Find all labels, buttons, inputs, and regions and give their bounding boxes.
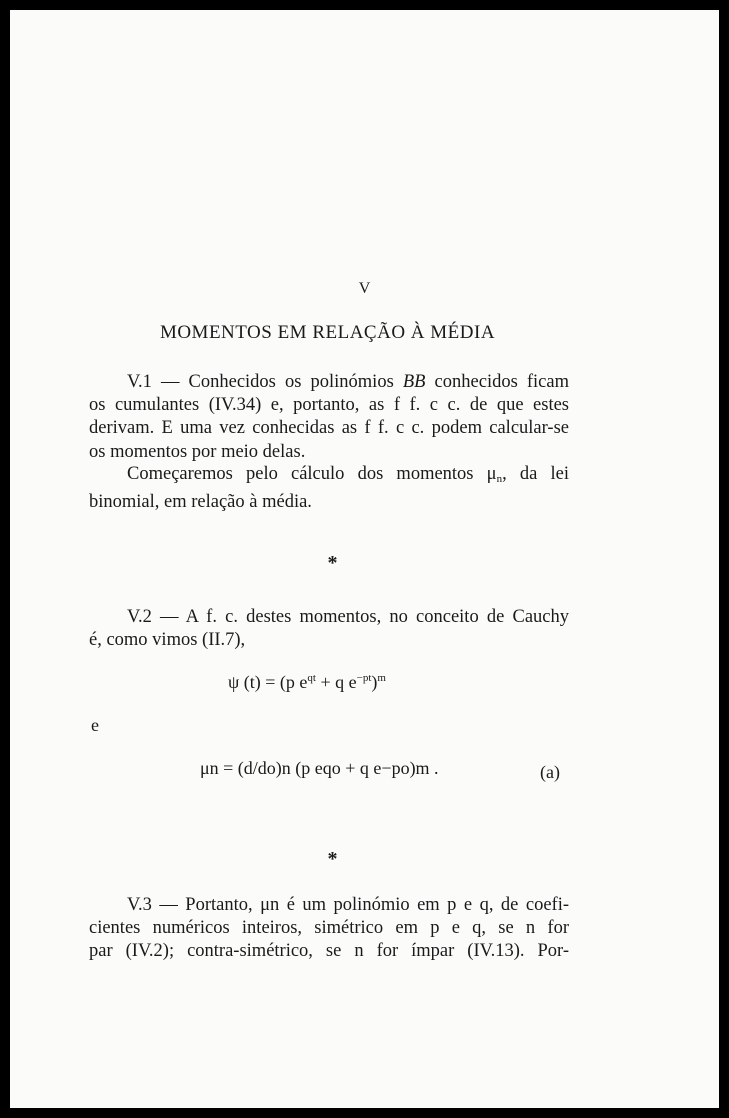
equation-moments [200, 738, 460, 808]
section-separator: * [327, 848, 338, 870]
text-line: V.3 — Portanto, μn é um polinómio em p e q, de coefi- [127, 895, 569, 915]
section-v1-paragraph [89, 371, 569, 464]
eq1-lhs: ψ (t) [228, 672, 261, 692]
text-line: é, como vimos (II.7), [89, 630, 246, 651]
text-line: V.2 — A f. c. destes momentos, no conceito de Cauchy [127, 607, 569, 627]
equation-characteristic-function: ψ (t) = (p $e^{qt} + q$ $e^{-pt})^m$ [228, 672, 386, 692]
book-page [10, 10, 719, 1108]
text-line: Começaremos pelo cálculo dos momentos $\mu_n$, da lei [127, 464, 569, 485]
text-line: derivam. E uma vez conhecidas as f f. c c. podem calcular-se [89, 418, 569, 439]
section-v1-paragraph-2 [89, 463, 569, 514]
equation-label: (a) [540, 762, 560, 782]
text-line: binomial, em relação à média. [89, 492, 312, 513]
equation-moments-svg [200, 738, 460, 808]
chapter-number: V [358, 280, 371, 297]
text-line: V.1 — Conhecidos os polinómios BB conhecidos ficam [127, 372, 569, 392]
equation-moments-text: μn = (d/do)n (p eqo + q e−po)m . [200, 758, 439, 778]
section-v2-paragraph [89, 606, 569, 652]
eq1-rhs: (p $e^{qt} + q$ $e^{-pt})^m$ [279, 672, 386, 692]
chapter-title: MOMENTOS EM RELAÇÃO À MÉDIA [159, 322, 496, 343]
conjunction-e: e [91, 715, 99, 735]
text-line: os momentos por meio delas. [89, 441, 306, 462]
text-line: par (IV.2); contra-simétrico, se n for ímpar (IV.13). Por- [89, 941, 569, 962]
text-line: os cumulantes (IV.34) e, portanto, as f f. c c. de que estes [89, 395, 569, 416]
section-v3-paragraph [89, 894, 569, 964]
text-line: cientes numéricos inteiros, simétrico em p e q, se n for [89, 918, 569, 939]
section-separator: * [327, 552, 338, 574]
